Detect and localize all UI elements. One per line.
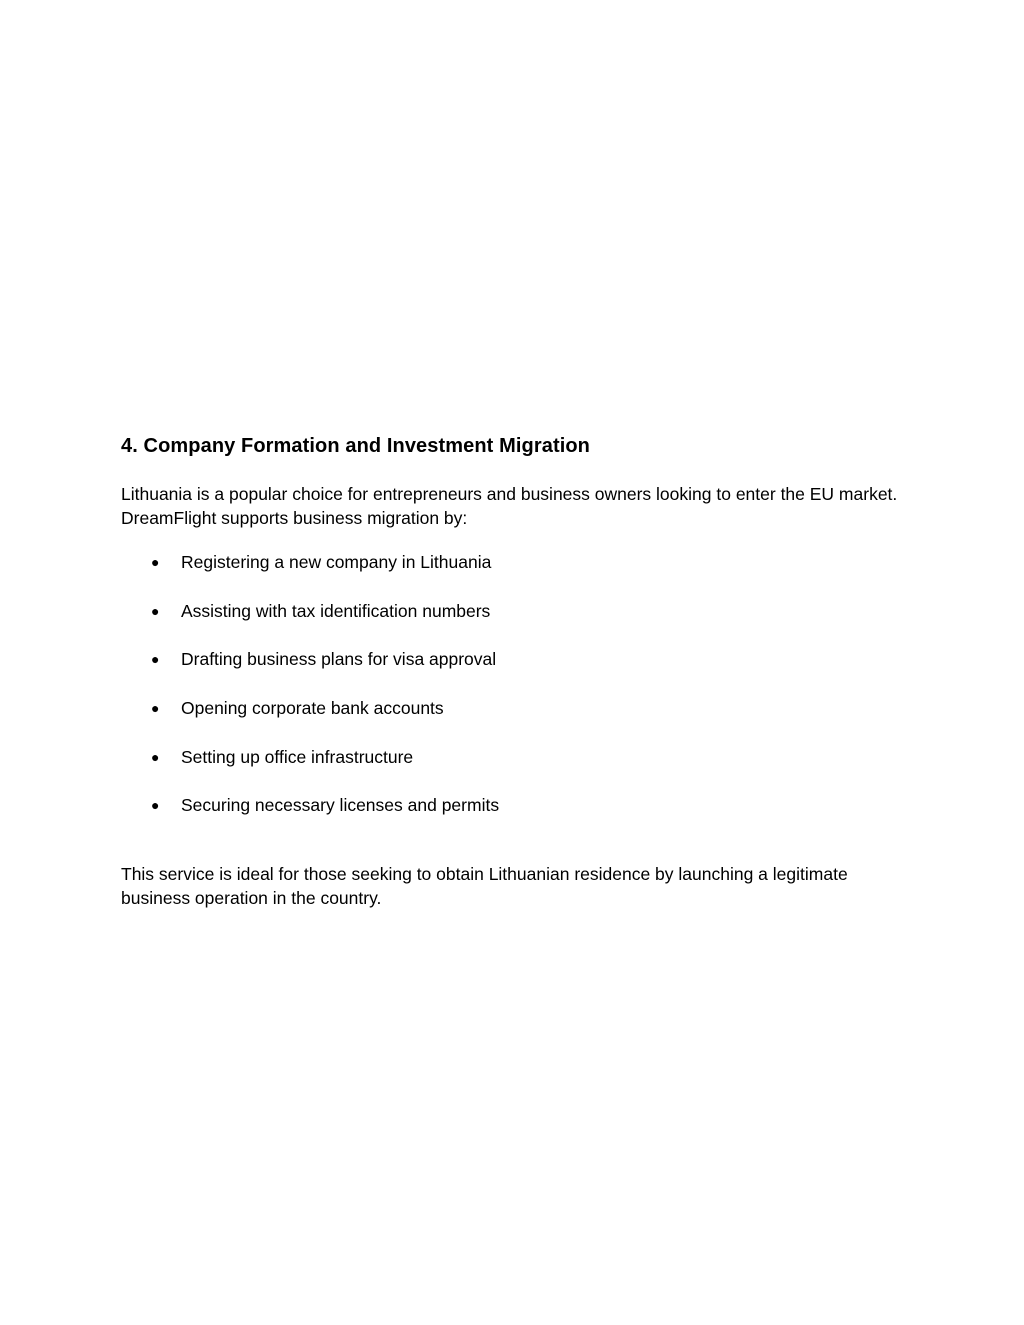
bullet-icon: ●: [151, 602, 160, 619]
intro-paragraph: Lithuania is a popular choice for entrepreneurs and business owners looking to enter the EU market. DreamFlight supports business migration by:: [121, 484, 898, 528]
section-heading: 4. Company Formation and Investment Migration: [121, 435, 590, 457]
list-item-text: Registering a new company in Lithuania: [181, 552, 492, 572]
list-item-text: Securing necessary licenses and permits: [181, 795, 500, 816]
list-item: [121, 745, 911, 769]
service-bullet-list: [121, 550, 911, 817]
list-item-text: Drafting business plans for visa approval: [181, 649, 497, 670]
list-item: [121, 550, 911, 574]
bullet-icon: ●: [151, 554, 160, 570]
section-content: [121, 432, 911, 910]
list-item-text: Assisting with tax identification numbers: [181, 600, 491, 621]
list-item: [121, 696, 911, 720]
list-item: [121, 793, 911, 817]
closing-paragraph: This service is ideal for those seeking to obtain Lithuanian residence by launching a legitimate business operation in the country.: [121, 864, 848, 909]
list-item-text: Setting up office infrastructure: [181, 746, 414, 767]
bullet-icon: ●: [151, 797, 160, 814]
list-item: [121, 599, 911, 623]
list-item-text: Opening corporate bank accounts: [181, 698, 444, 719]
list-item: [121, 647, 911, 671]
bullet-icon: ●: [151, 651, 160, 668]
bullet-icon: ●: [151, 748, 160, 765]
bullet-icon: ●: [151, 700, 160, 717]
